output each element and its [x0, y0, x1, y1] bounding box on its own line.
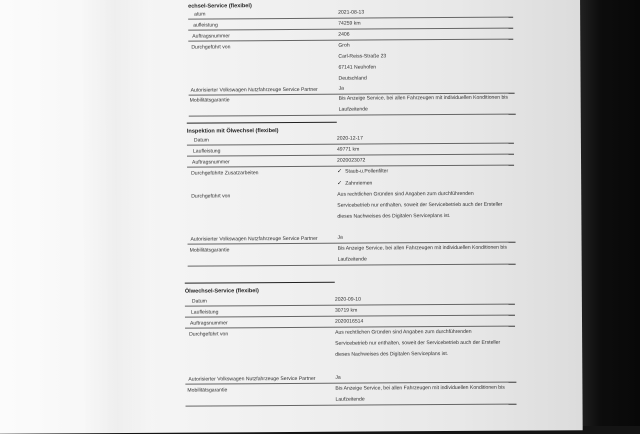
row-label: Mobilitätsgarantie	[189, 97, 230, 104]
row-value: 49771 km	[336, 146, 360, 153]
row-value: Laufzeitende	[338, 106, 368, 113]
row-order-number	[187, 156, 640, 166]
service-section-oil-change-2021	[188, 0, 640, 113]
section-title: Ölwechsel-Service (flexibel)	[184, 288, 259, 295]
row-label: Mobilitätsgarantie	[187, 387, 228, 394]
row-value: Ja	[338, 85, 344, 92]
checked-item	[337, 166, 388, 178]
section-title: echsel-Service (flexibel)	[188, 3, 252, 10]
row-value: Servicebetrieb nur enthalten, soweit der Servicebetrieb auch der Ersteller	[335, 339, 501, 347]
row-value: dieses Nachweises des Digitalen Serviceplans ist.	[337, 213, 451, 220]
row-label: Laufleistung	[190, 309, 219, 316]
row-mobility-guarantee	[185, 384, 640, 403]
row-label: Laufleistung	[192, 148, 221, 155]
checked-item-label: Staub-u.Pollenfilter	[345, 168, 389, 175]
row-value: Bis Anzeige Service, bei allen Fahrzeugen mit individuellen Konditionen bis	[338, 94, 508, 102]
row-value: Groh	[338, 42, 350, 49]
row-value: Aus rechtlichen Gründen sind Angaben zum durchführenden	[335, 328, 472, 336]
section-title: Inspektion mit Ölwechsel (flexibel)	[186, 128, 279, 135]
row-value: 2020023072	[337, 157, 366, 164]
service-section-oil-change-2020	[184, 285, 640, 403]
row-label: Mobilitätsgarantie	[189, 247, 230, 254]
row-label: Datum	[191, 298, 207, 305]
row-value: Ja	[335, 374, 341, 381]
row-value: 2020-09-10	[334, 296, 361, 303]
row-value: Laufzeitende	[335, 396, 365, 403]
check-icon: ✓	[337, 180, 343, 187]
row-value: 2021-08-13	[338, 9, 365, 16]
check-icon: ✓	[337, 168, 343, 175]
row-label: Durchgeführt von	[191, 193, 231, 200]
checked-item	[337, 178, 372, 190]
row-value: Aus rechtlichen Gründen sind Angaben zum durchführenden	[337, 190, 474, 198]
row-mileage	[185, 306, 640, 316]
row-order-number	[188, 30, 640, 40]
row-performed-by	[187, 190, 640, 220]
row-value: Deutschland	[338, 75, 367, 82]
row-label: Durchgeführte Zusatzarbeiten	[191, 170, 259, 177]
paper-fold	[80, 0, 153, 433]
row-divider	[188, 39, 513, 42]
row-performed-by	[188, 41, 640, 82]
row-additional-work	[187, 167, 640, 187]
row-label: Auftragsnummer	[189, 320, 228, 327]
row-mileage	[187, 145, 640, 155]
row-label: Durchgeführt von	[189, 331, 229, 338]
row-authorized-partner	[187, 233, 640, 243]
row-label: Autorisierter Volkswagen Nutzfahrzeuge Service Partner	[190, 86, 318, 94]
row-mobility-guarantee	[188, 244, 640, 263]
row-value: Carl-Reiss-Straße 23	[338, 53, 387, 60]
row-label: Autorisierter Volkswagen Nutzfahrzeuge Service Partner	[190, 235, 318, 243]
row-label: Autorisierter Volkswagen Nutzfahrzeuge Service Partner	[188, 375, 316, 383]
row-value: dieses Nachweises des Digitalen Serviceplans ist.	[335, 351, 449, 358]
row-label: atum	[194, 11, 206, 18]
row-authorized-partner	[189, 84, 640, 94]
row-label: Auftragsnummer	[192, 159, 230, 166]
section-rule	[185, 282, 335, 284]
row-value: Bis Anzeige Service, bei allen Fahrzeugen mit individuellen Konditionen bis	[337, 244, 507, 252]
row-value: Laufzeitende	[337, 256, 367, 263]
row-value: 67141 Neuhofen	[338, 64, 377, 71]
service-section-inspection-2020	[186, 125, 640, 263]
row-order-number	[185, 317, 640, 327]
row-value: 2406	[338, 31, 350, 38]
row-value: 74259 km	[338, 20, 361, 27]
row-value: 2020016514	[334, 318, 364, 325]
row-label: Auftragsnummer	[192, 33, 230, 40]
row-value: 2020-12-17	[336, 135, 363, 142]
row-value: Ja	[337, 234, 343, 241]
checked-item-label: Zahnriemen	[345, 180, 373, 187]
row-value: 30719 km	[334, 307, 358, 314]
section-rule	[187, 122, 337, 124]
row-label: Durchgeführt von	[191, 44, 231, 51]
row-authorized-partner	[185, 373, 640, 383]
row-value: Servicebetrieb nur enthalten, soweit der Servicebetrieb auch der Ersteller	[337, 201, 503, 209]
row-mileage	[188, 19, 640, 29]
row-value: Bis Anzeige Service, bei allen Fahrzeugen mit individuellen Konditionen bis	[335, 384, 505, 392]
row-performed-by	[185, 328, 640, 358]
row-label: Datum	[193, 137, 209, 144]
row-label: aufleistung	[193, 22, 218, 29]
